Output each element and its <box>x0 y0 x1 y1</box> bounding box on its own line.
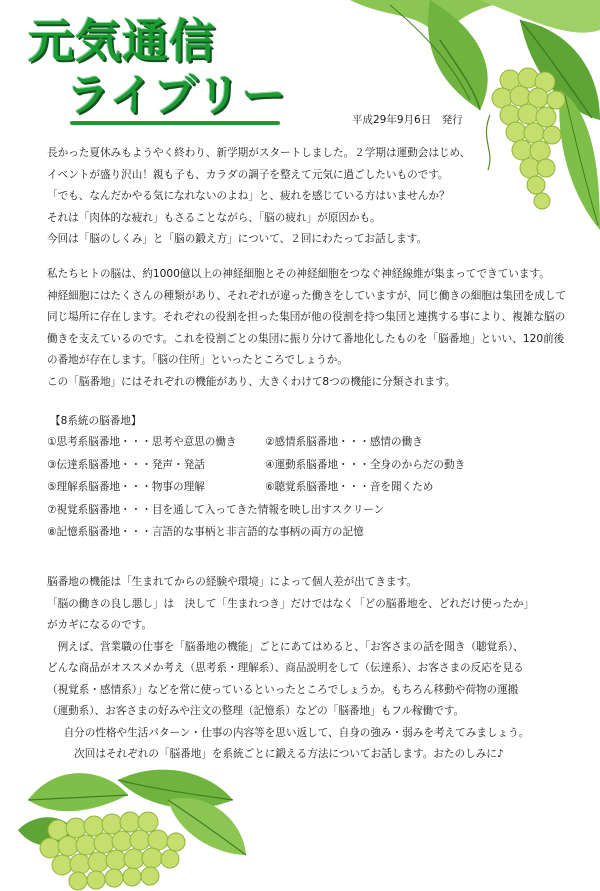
conclusion-line: 「脳の働きの良し悪し」は 決して「生まれつき」だけではなく「どの脳番地を、どれだけ使ったか」 <box>47 597 535 610</box>
system-item: ⑤理解系脳番地・・・物事の理解 <box>47 481 205 493</box>
system-item: ①思考系脳番地・・・思考や意思の働き <box>47 436 237 448</box>
conclusion-section <box>47 572 547 766</box>
conclusion-line: 脳番地の機能は「生まれてからの経験や環境」によって個人差が出てきます。 <box>47 576 417 588</box>
brain-line: この「脳番地」にはそれぞれの機能があり、大きくわけて8つの機能に分類されます。 <box>47 375 456 388</box>
conclusion-line: がカギになるのです。 <box>47 619 153 631</box>
intro-section <box>47 143 547 251</box>
system-item: ⑥聴覚系脳番地・・・音を聞くため <box>265 481 434 493</box>
brain-section <box>47 264 567 393</box>
brain-line: 私たちヒトの脳は、約1000億以上の神経細胞とその神経細胞をつなぐ神経線維が集まってできています。 <box>47 268 550 280</box>
grape-vine-illustration-bottom <box>18 760 248 891</box>
conclusion-line: 次回はそれぞれの「脳番地」を系統ごとに鍛える方法についてお話します。おたのしみに♪ <box>53 748 504 760</box>
brain-line: 同じ場所に存在します。それぞれの役割を担った集団が他の役割を持つ集団と連携する事により、複雑な脳の <box>47 311 566 323</box>
conclusion-line: 自分の性格や生活パターン・仕事の内容等を思い返して、自身の強み・弱みを考えてみましょう。 <box>53 726 530 739</box>
system-item: ③伝達系脳番地・・・発声・発話 <box>47 458 205 471</box>
system-item: ②感情系脳番地・・・感情の働き <box>265 436 423 448</box>
system-item: ⑧記憶系脳番地・・・言語的な事柄と非言語的な事柄の両方の記憶 <box>47 526 364 538</box>
issue-date: 平成29年9月6日 発行 <box>352 114 463 126</box>
newsletter-title-line1: 元気通信 <box>28 14 216 68</box>
newsletter-title-line2: ライブリー <box>66 70 287 121</box>
conclusion-line: （視覚系・感情系）」などを常に使っているといったところでしょうか。もちろん移動や荷物の運搬 <box>47 683 519 696</box>
intro-line: イベントが盛り沢山！親も子も、カラダの調子を整えて元気に過ごしたいものです。 <box>47 168 449 181</box>
conclusion-line: どんな商品がオススメか考え（思考系・理解系）、商品説明をして（伝達系）、お客さまの反応を見る <box>47 662 524 674</box>
brain-line: 神経細胞にはたくさんの種類があり、それぞれが違った働きをしていますが、同じ働きの細胞は集団を成して <box>47 289 567 302</box>
intro-line: 長かった夏休みもようやく終わり、新学期がスタートしました。２学期は運動会はじめ、 <box>47 147 471 159</box>
brain-line: 働きを支えているのです。これを役割ごとの集団に振り分けて番地化したものを「脳番地」といい、120前後 <box>47 332 565 345</box>
system-item: ⑦視覚系脳番地・・・目を通して入ってきた情報を映し出すスクリーン <box>47 503 385 516</box>
intro-line: 今回は「脳のしくみ」と「脳の鍛え方」について、２回にわたってお話します。 <box>47 233 428 245</box>
brain-line: の番地が存在します。「脳の住所」といったところでしょうか。 <box>47 354 348 366</box>
intro-line: それは「肉体的な疲れ」もさることながら、「脳の疲れ」が原因かも。 <box>47 211 381 224</box>
system-item: ④運動系脳番地・・・全身のからだの動き <box>265 458 466 471</box>
title-underline <box>70 121 280 125</box>
conclusion-line: 例えば、営業職の仕事を「脳番地の機能」ごとにあてはめると、「お客さまの話を聞き（聴覚系）、 <box>47 640 524 653</box>
conclusion-line: （運動系）、お客さまの好みや注文の整理（記憶系）などの「脳番地」もフル稼働です。 <box>47 705 465 717</box>
grape-bunch <box>40 812 185 890</box>
intro-line: 「でも、なんだかやる気になれないのよね」と、疲れを感じている方はいませんか？ <box>47 190 450 202</box>
systems-heading: 【8系統の脳番地】 <box>50 415 142 427</box>
